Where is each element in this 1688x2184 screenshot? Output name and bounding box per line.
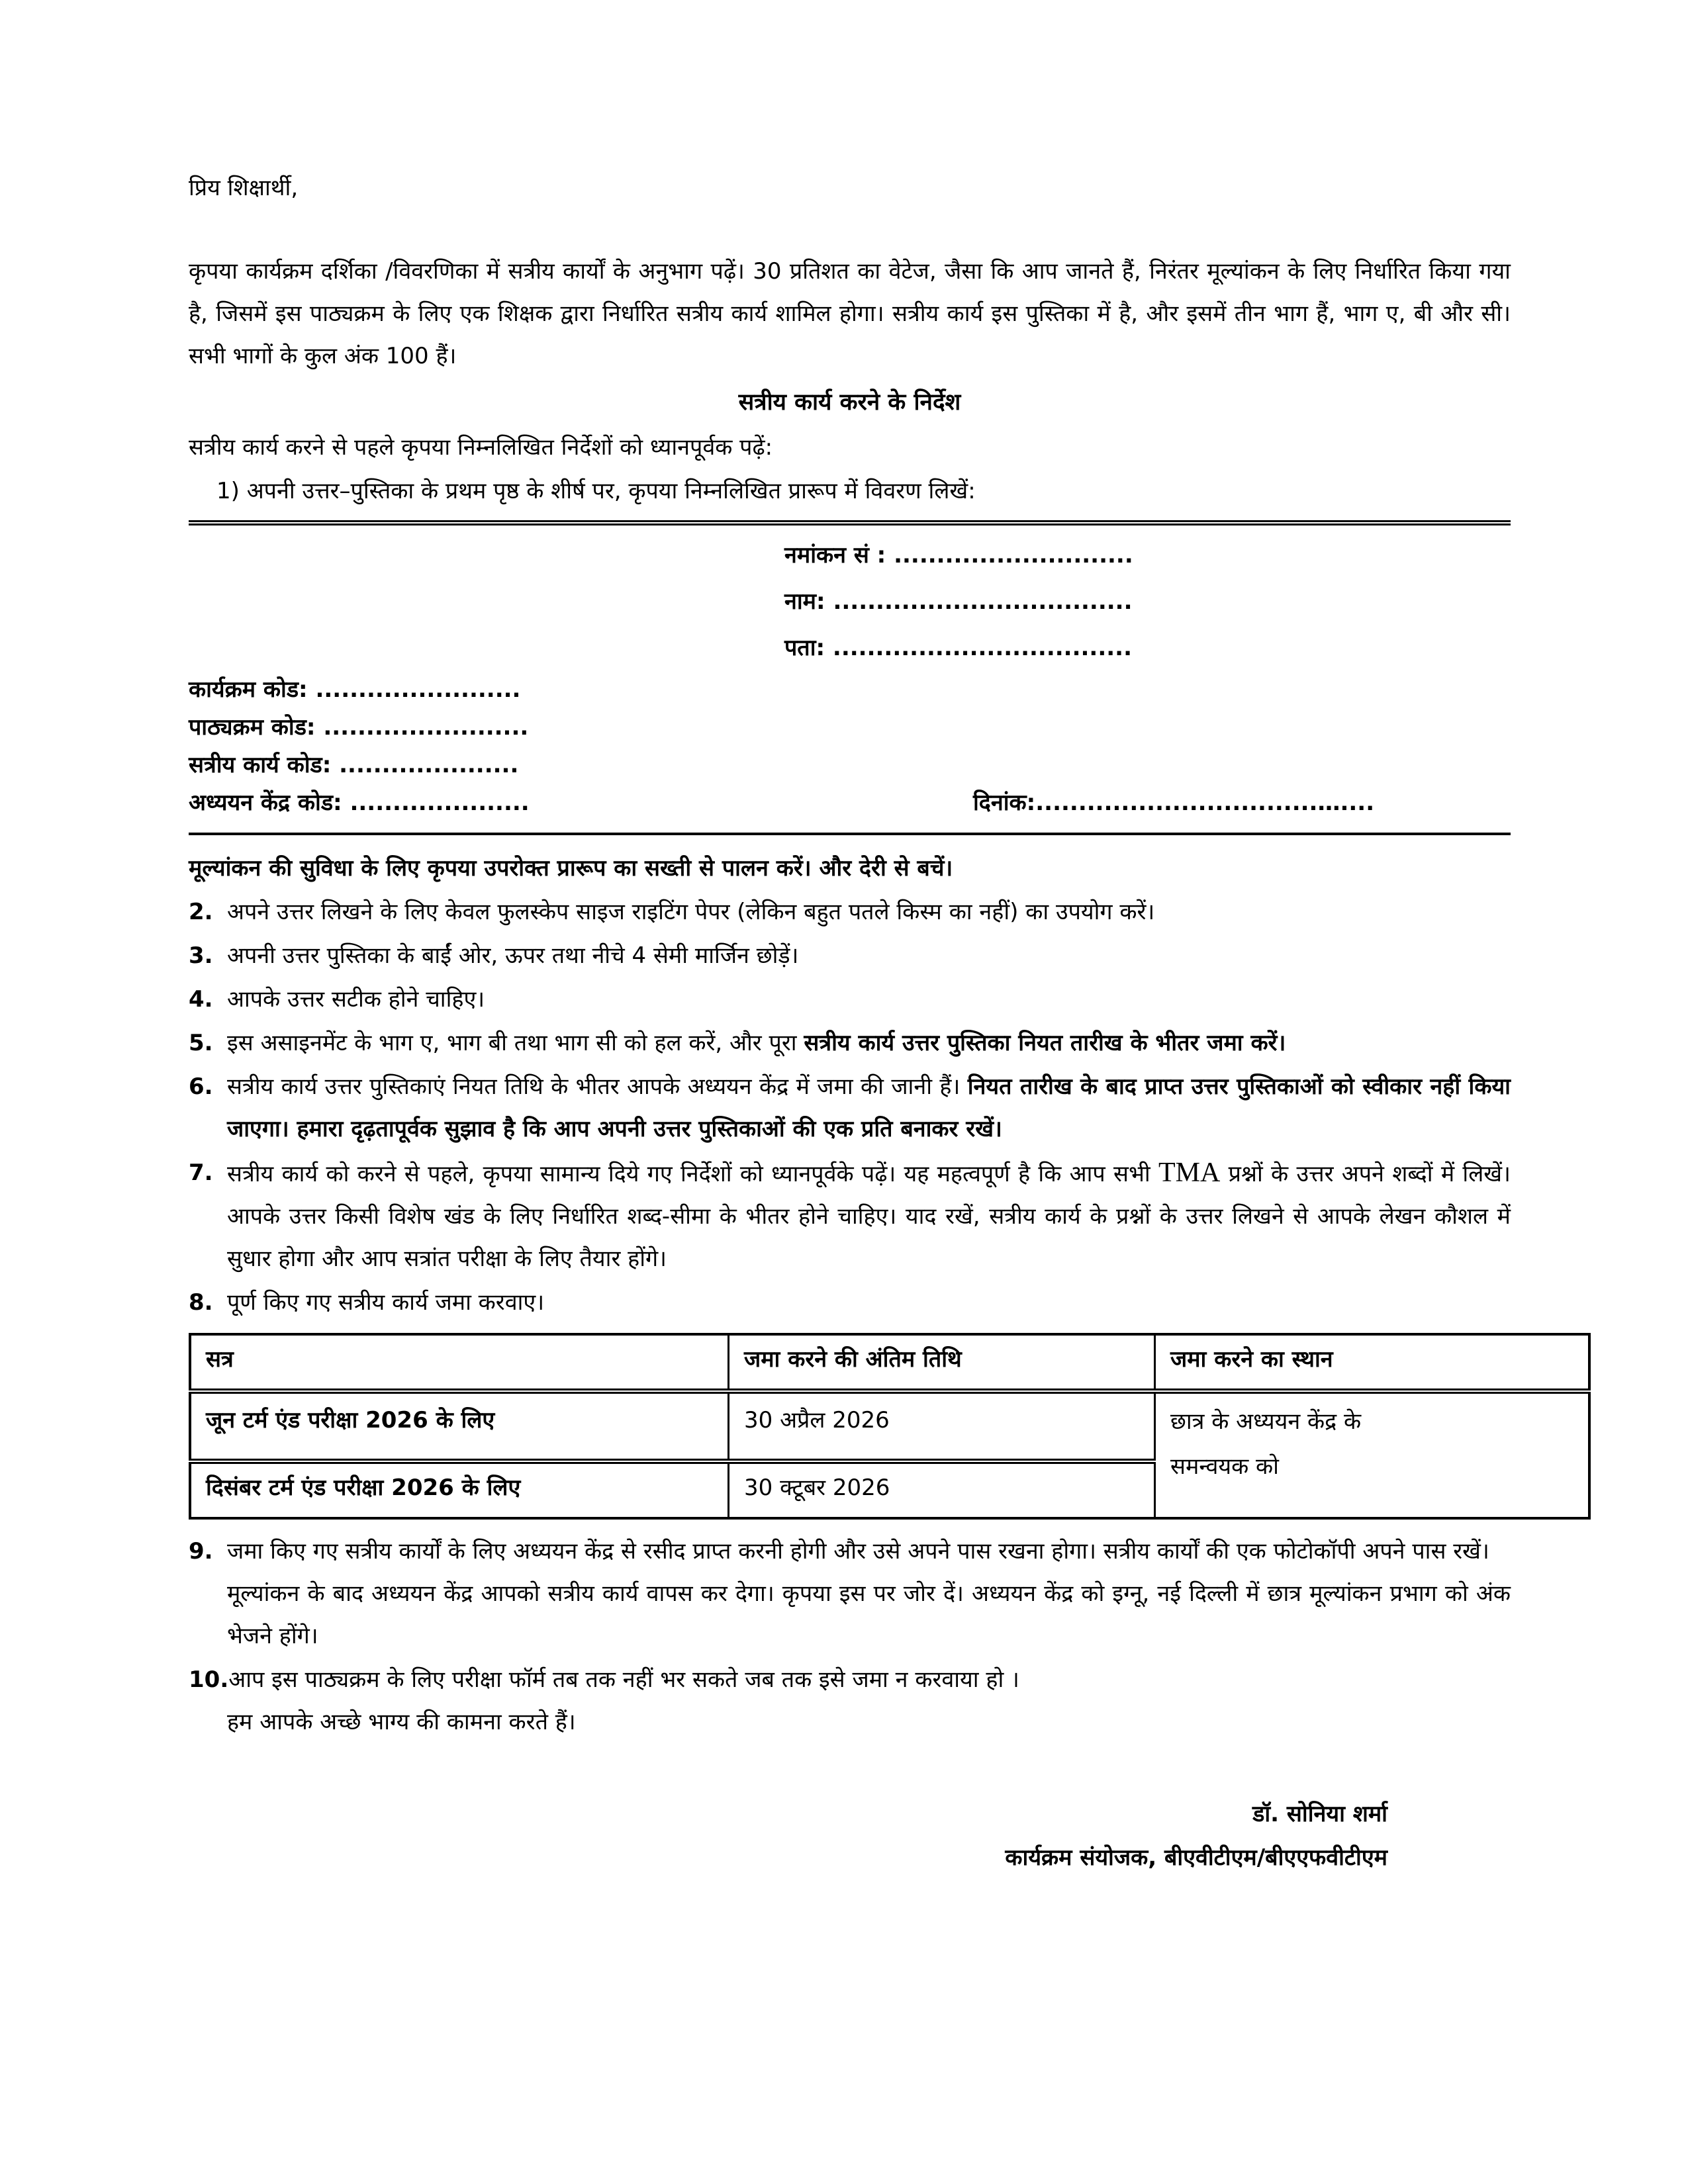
column-header-place: जमा करने का स्थान xyxy=(1155,1334,1590,1391)
place-line: समन्वयक को xyxy=(1170,1453,1279,1480)
session-cell xyxy=(190,1461,729,1518)
item-text: अपने उत्तर लिखने के लिए केवल फुलस्केप साइज राइटिंग पेपर (लेकिन बहुत पतले किस्म का नहीं) का उपयोग करें। xyxy=(227,899,1155,925)
enrollment-number-field: नमांकन सं : ............................ xyxy=(784,542,1133,569)
salutation: प्रिय शिक्षार्थी, xyxy=(189,175,299,201)
format-box-left-fields xyxy=(189,671,1511,784)
item-number: 2. xyxy=(189,899,213,925)
due-date-cell: 30 क्टूबर 2026 xyxy=(729,1461,1155,1518)
item-text: आपके उत्तर सटीक होने चाहिए। xyxy=(227,986,485,1013)
instruction-item-1: 1) अपनी उत्तर–पुस्तिका के प्रथम पृष्ठ के शीर्ष पर, कृपया निम्नलिखित प्रारूप में विवरण लिखें: xyxy=(216,478,976,504)
item-text-regular: सत्रीय कार्य उत्तर पुस्तिकाएं नियत तिथि के भीतर आपके अध्ययन केंद्र में जमा की जानी हैं। xyxy=(227,1073,968,1100)
item-text-regular: सत्रीय कार्य को करने से पहले, कृपया सामान्य दिये गए निर्देशों को ध्यानपूर्वके पढ़ें। यह महत्वपूर्ण है कि आप सभी xyxy=(227,1161,1158,1187)
signature-name: डॉ. सोनिया शर्मा xyxy=(1252,1801,1387,1827)
date-field: दिनांक:.................................….... xyxy=(973,790,1375,816)
signature-block xyxy=(189,1792,1511,1880)
item-text xyxy=(227,1022,1511,1064)
table-header-row xyxy=(190,1334,1589,1391)
instruction-item-3 xyxy=(189,934,1511,977)
instruction-item-10 xyxy=(189,1659,1511,1701)
instruction-item-9 xyxy=(189,1530,1511,1572)
column-header-due-date: जमा करने की अंतिम तिथि xyxy=(729,1334,1155,1391)
item-text-regular: प्रश्नों के उत्तर अपने शब्दों में लिखें। आपके उत्तर किसी विशेष खंड के लिए निर्धारित शब्द-सीमा के भीतर होने चाहिए। याद रखें, सत्रीय कार्य के प्रश्नों के उत्तर लिखने से आपके लेखन कौशल में सुधार होगा और आप सत्रांत परीक्षा के लिए तैयार होंगे। xyxy=(227,1161,1511,1272)
item-number: 10. xyxy=(189,1666,229,1693)
format-follow-note: मूल्यांकन की सुविधा के लिए कृपया उपरोक्त प्रारूप का सख्ती से पालन करें। और देरी से बचें। xyxy=(189,855,953,882)
pre-instructions-line: सत्रीय कार्य करने से पहले कृपया निम्नलिखित निर्देशों को ध्यानपूर्वक पढ़ें: xyxy=(189,434,773,461)
session-label: जून टर्म एंड परीक्षा 2026 के लिए xyxy=(206,1407,495,1433)
due-date-cell: 30 अप्रैल 2026 xyxy=(729,1391,1155,1461)
item-number: 5. xyxy=(189,1030,213,1056)
signature-title: कार्यक्रम संयोजक, बीएवीटीएम/बीएएफवीटीएम xyxy=(1005,1844,1387,1871)
intro-paragraph: कृपया कार्यक्रम दर्शिका /विवरणिका में सत्रीय कार्यों के अनुभाग पढ़ें। 30 प्रतिशत का वेटेज, जैसा कि आप जानते हैं, निरंतर मूल्यांकन के लिए निर्धारित किया गया है, जिसमें इस पाठ्यक्रम के लिए एक शिक्षक द्वारा निर्धारित सत्रीय कार्य शामिल होगा। सत्रीय कार्य इस पुस्तिका में है, और इसमें तीन भाग हैं, भाग ए, बी और सी। सभी भागों के कुल अंक 100 हैं। xyxy=(189,258,1511,369)
study-centre-date-row xyxy=(189,784,1511,822)
item-text: आप इस पाठ्यक्रम के लिए परीक्षा फॉर्म तब तक नहीं भर सकते जब तक इसे जमा न करवाया हो । xyxy=(228,1666,1019,1693)
programme-code-field: कार्यक्रम कोड: ........................ xyxy=(189,676,521,703)
item-text-bold: नियत तारीख के बाद प्राप्त उत्तर पुस्तिकाओं को स्वीकार नहीं किया जाएगा। हमारा दृढ़तापूर्वक सुझाव है कि आप अपनी उत्तर पुस्तिकाओं की एक प्रति बनाकर रखें। xyxy=(227,1073,1511,1142)
place-cell xyxy=(1155,1391,1590,1518)
item-number: 9. xyxy=(189,1538,213,1565)
item-number: 4. xyxy=(189,986,213,1013)
item-text: अपनी उत्तर पुस्तिका के बाईं ओर, ऊपर तथा नीचे 4 सेमी मार्जिन छोड़ें। xyxy=(227,942,799,969)
item-number: 6. xyxy=(189,1073,213,1100)
item-number: 3. xyxy=(189,942,213,969)
item-9-continuation: मूल्यांकन के बाद अध्ययन केंद्र आपको सत्रीय कार्य वापस कर देगा। कृपया इस पर जोर दें। अध्ययन केंद्र को इग्नू, नई दिल्ली में छात्र मूल्यांकन प्रभाग को अंक भेजने होंगे। xyxy=(227,1580,1511,1649)
item-number: 8. xyxy=(189,1289,213,1316)
session-label: दिसंबर टर्म एंड परीक्षा 2026 के लिए xyxy=(206,1475,521,1501)
good-luck-line: हम आपके अच्छे भाग्य की कामना करते हैं। xyxy=(227,1709,576,1735)
item-text xyxy=(227,1066,1511,1150)
address-field: पता: ................................... xyxy=(784,635,1132,661)
column-header-session: सत्र xyxy=(190,1334,729,1391)
table-row xyxy=(190,1391,1589,1461)
item-text-regular: इस असाइनमेंट के भाग ए, भाग बी तथा भाग सी को हल करें, और पूरा xyxy=(227,1030,804,1056)
item-text xyxy=(227,1152,1511,1280)
instruction-item-5 xyxy=(189,1022,1511,1064)
course-code-field: पाठ्यक्रम कोड: ........................ xyxy=(189,714,529,741)
instruction-item-6 xyxy=(189,1066,1511,1150)
place-line: छात्र के अध्ययन केंद्र के xyxy=(1170,1408,1362,1435)
enrollment-format-box xyxy=(189,520,1511,835)
format-box-right-fields xyxy=(784,532,1511,671)
section-heading: सत्रीय कार्य करने के निर्देश xyxy=(738,389,961,416)
instruction-item-2 xyxy=(189,891,1511,933)
name-field: नाम: ................................... xyxy=(784,588,1133,615)
study-centre-code-field: अध्ययन केंद्र कोड: ..................... xyxy=(189,790,530,816)
instruction-item-7 xyxy=(189,1152,1511,1280)
item-number: 7. xyxy=(189,1160,213,1186)
tma-abbreviation: TMA xyxy=(1158,1158,1221,1188)
item-text-bold: सत्रीय कार्य उत्तर पुस्तिका नियत तारीख के भीतर जमा करें। xyxy=(804,1030,1286,1056)
session-cell xyxy=(190,1391,729,1461)
instruction-item-4 xyxy=(189,978,1511,1021)
submission-schedule-table xyxy=(189,1333,1591,1520)
instruction-item-8 xyxy=(189,1281,1511,1324)
item-text: जमा किए गए सत्रीय कार्यों के लिए अध्ययन केंद्र से रसीद प्राप्त करनी होगी और उसे अपने पास रखना होगा। सत्रीय कार्यों की एक फोटोकॉपी अपने पास रखें। xyxy=(227,1538,1489,1565)
assignment-code-field: सत्रीय कार्य कोड: ..................... xyxy=(189,752,519,778)
item-text: पूर्ण किए गए सत्रीय कार्य जमा करवाए। xyxy=(227,1289,545,1316)
